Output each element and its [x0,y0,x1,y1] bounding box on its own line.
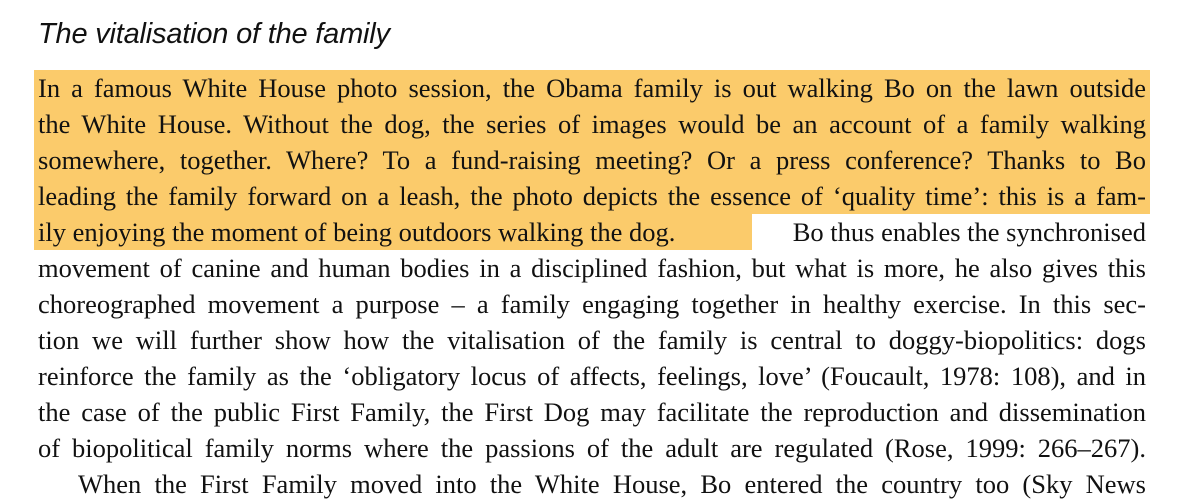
text-line [38,214,1146,250]
text-line: movement of canine and human bodies in a disciplined fashion, but what is more, he also gives this [38,253,1146,283]
text-line: somewhere, together. Where? To a fund-raising meeting? Or a press conference? Thanks to Bo [38,145,1146,175]
text-line: leading the family forward on a leash, the photo depicts the essence of ‘quality time’: this is a fam- [38,181,1146,211]
section-heading: The vitalisation of the family [38,18,390,50]
text-line: In a famous White House photo session, the Obama family is out walking Bo on the lawn outside [38,73,1146,103]
unhighlighted-text: Bo thus enables the synchronised [792,217,1146,247]
highlighted-text: ily enjoying the moment of being outdoors walking the dog. [38,217,676,247]
text-line: When the First Family moved into the White House, Bo entered the country too (Sky News [78,469,1146,499]
text-line: choreographed movement a purpose – a family engaging together in healthy exercise. In this sec- [38,289,1146,319]
text-line: the case of the public First Family, the First Dog may facilitate the reproduction and dissemination [38,397,1146,427]
text-line: of biopolitical family norms where the passions of the adult are regulated (Rose, 1999: 266–267). [38,433,1146,463]
text-line: reinforce the family as the ‘obligatory locus of affects, feelings, love’ (Foucault, 1978: 108), and in [38,361,1146,391]
text-line: tion we will further show how the vitalisation of the family is central to doggy-biopolitics: dogs [38,325,1146,355]
text-line: the White House. Without the dog, the series of images would be an account of a family walking [38,109,1146,139]
